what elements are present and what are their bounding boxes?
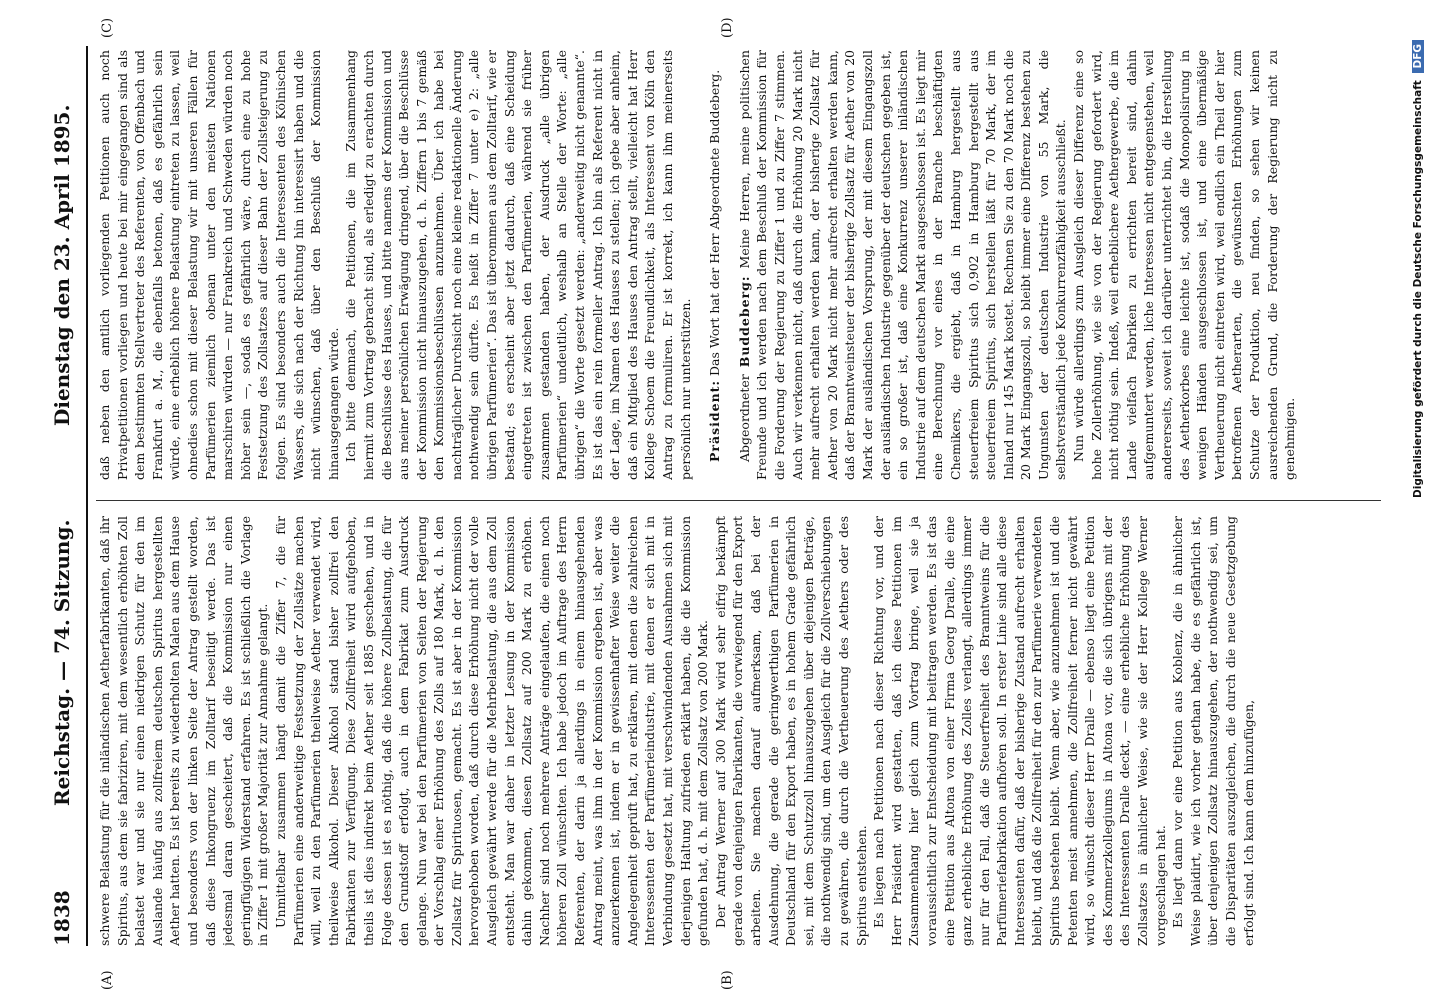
margin-marker-b: (B)	[720, 970, 735, 990]
president-paragraph	[706, 50, 724, 480]
margin-marker-a: (A)	[100, 970, 115, 990]
digitization-footer	[1412, 40, 1430, 960]
right-paragraph-1: daß neben den amtlich vorliegenden Petitionen auch noch Privatpetitionen vorliegen und heute bei mir eingegangen sind als dem bestimmten Stellvertreter des Referenten, von Offenbach und Frankfurt a. M., die ebenfalls betonen, daß es gefährlich sein würde, eine erheblich höhere Belastung eintreten zu lassen, weil ohnedies schon mit dieser Belastung wir mit unseren Fällen für Parfümerien ziemlich obenan unter den meisten Nationen marschiren würden — nur Frankreich und Schweden würden noch höher sein —, sodaß es gefährlich wäre, durch eine zu hohe Festsetzung des Zollsatzes auf dieser Bahn der Zollsteigerung zu folgen. Es sind besonders auch die Interessenten des Kölnischen Wassers, die sich nach der Richtung hin interessirt haben und die nicht wünschen, daß über den Beschluß der Kommission hinausgegangen würde.	[97, 50, 341, 480]
session-date: Dienstag den 23. April 1895.	[50, 104, 74, 426]
president-text: Das Wort hat der Herr Abgeordnete Buddeberg.	[707, 69, 723, 376]
session-title: Reichstag. — 74. Sitzung.	[50, 519, 74, 806]
speaker-intro: Abgeordneter	[736, 374, 752, 462]
left-paragraph-4: Es liegen nach Petitionen nach dieser Richtung vor, und der Herr Präsident wird gestatten, daß ich diese Petitionen im Zusammenhang hier gleich zum Vortrag bringe, weil sie ja voraussichtlich zur Entscheidung mit beitragen werden. Es ist das eine Petition aus Altona von einer Firma Georg Dralle, die eine ganz erhebliche Erhöhung des Zolles verlangt, allerdings immer nur für den Fall, daß die Steuerfreiheit des Branntweins für die Parfümeriefabrikation aufhören soll. In erster Linie sind alle diese Interessenten dafür, daß der bisherige Zustand aufrecht erhalten bleibt, und daß die Zollfreiheit für den zur Parfümerie verwendeten Spiritus bestehen bleibt. Wenn aber, wie anzunehmen ist und die Petenten meist annehmen, die Zollfreiheit ferner nicht gewährt wird, so wünscht dieser Herr Dralle — ebenso liegt eine Petition des Kommerzkollegiums in Altona vor, die sich übrigens mit der des Interessenten Dralle deckt, — eine erhebliche Erhöhung des Zollsatzes in ähnlicher Weise, wie sie der Herr Kollege Werner vorgeschlagen hat.	[871, 516, 1168, 946]
president-speaker: Präsident:	[707, 379, 723, 462]
page-header	[50, 46, 84, 946]
buddeberg-text: Meine Herren, meine politischen Freunde und ich werden nach dem Beschluß der Kommission für die Forderung der Regierung zu Ziffer 1 und zu Ziffer 7 stimmen. Auch wir verkennen nicht, daß durch die Erhöhung 20 Mark nicht mehr aufrecht erhalten werden kann, der bisherige Zollsatz für Aether von 20 Mark nicht mehr aufrecht erhalten werden kann, daß der Branntweinsteuer der bisherige Zollsatz für Aether von 20 Mark der ausländischen Vorsprung, der mit diesem Eingangszoll der ausländischen Industrie gegenüber der deutschen gegeben ist, ein so großer ist, daß eine Konkurrenz unserer inländischen Industrie auf dem deutschen Markt ausgeschlossen ist. Es liegt mir eine Berechnung vor eines in der Branche beschäftigten Chemikers, die ergiebt, daß in Hamburg hergestellt aus steuerfreiem Spiritus sich 0,902 in Hamburg hergestellt aus steuerfreiem Spiritus, sich herstellen läßt für 70 Mark, der im Inland nur 145 Mark kostet. Rechnen Sie zu den 70 Mark noch die 20 Mark Eingangszoll, so bleibt immer eine Differenz bestehen zu Ungunsten der deutschen Industrie von 55 Mark, die selbstverständlich jede Konkurrenzfähigkeit ausschließt.	[736, 50, 1069, 480]
footer-text: Digitalisierung gefördert durch die Deutsche Forschungsgemeinschaft	[1412, 80, 1424, 498]
left-paragraph-5: Es liegt dann vor eine Petition aus Koblenz, die in ähnlicher Weise plaidirt, wie ich vorher gethan habe, die es gefährlich ist, über denjenigen Zollsatz hinauszugehen, der nothwendig sei, um die Disparitäten auszugleichen, die durch die neue Gesetzgebung erfolgt sind. Ich kann dem hinzufügen,	[1170, 516, 1256, 946]
buddeberg-paragraph	[736, 50, 1070, 480]
header-rule	[86, 46, 88, 946]
dfg-logo: DFG	[1412, 40, 1424, 73]
left-paragraph-3: Der Antrag Werner auf 300 Mark wird sehr eifrig bekämpft gerade von denjenigen Fabrikanten, die vorwiegend für den Export arbeiten. Sie machen darauf aufmerksam, daß bei der Ausdehnung, die gerade die geringwerthigen Parfümerien in Deutschland für den Export haben, es in hohem Grade gefährlich sei, mit dem Schutzzoll hinauszugehen über diejenigen Beträge, die nothwendig sind, um den Ausgleich für die Zollverschiebungen zu gewähren, die durch die Vertheuerung des Aethers oder des Spiritus entstehen.	[712, 516, 869, 946]
left-column	[96, 516, 1386, 946]
left-paragraph-2: Unmittelbar zusammen hängt damit die Ziffer 7, die für Parfümerien eine anderweitige Festsetzung der Zollsätze machen will, weil zu den Parfümerien theilweise Aether verwendet wird, theilweise Alkohol. Dieser Alkohol stand bisher zollfrei den Fabrikanten zur Verfügung. Diese Zollfreiheit wird aufgehoben, theils ist dies indirekt beim Aether seit 1885 geschehen, und in Folge dessen ist es nöthig, daß die höhere Zollbelastung, die für den Grundstoff erfolgt, auch in dem Fabrikat zum Ausdruck gelange. Nun war bei den Parfümerien von Seiten der Regierung der Vorschlag einer Erhöhung des Zolls auf 180 Mark, d. h. den Zollsatz für Spirituosen, gemacht. Es ist aber in der Kommission hervorgehoben worden, daß durch diese Erhöhung nicht der volle Ausgleich gewährt werde für die Mehrbelastung, die aus dem Zoll entsteht. Man war daher in letzter Lesung in der Kommission dahin gekommen, diesen Zollsatz auf 200 Mark zu erhöhen. Nachher sind noch mehrere Anträge eingelaufen, die einen noch höheren Zoll wünschten. Ich habe jedoch im Auftrage des Herrn Referenten, der darin ja allerdings in einem hinausgehenden Antrag meint, was ihm in der Kommission ergeben ist, aber was anzuerkennen ist, indem er in gewissenhafter Weise weiter die Angelegenheit geprüft hat, zu erklären, mit denen die zahlreichen Interessenten der Parfümerieindustrie, mit denen er sich mit in Verbindung gesetzt hat, mit verschwindenden Ausnahmen sich mit derjenigen Haltung zufrieden erklärt haben, die die Kommission gefunden hat, d. h. mit dem Zollsatz von 200 Mark.	[272, 516, 711, 946]
paragraph-gap	[694, 50, 706, 480]
paragraph-gap	[724, 50, 736, 480]
margin-marker-d: (D)	[720, 17, 735, 38]
left-paragraph-1: schwere Belastung für die inländischen Aetherfabrikanten, daß ihr Spiritus, aus dem sie fabriziren, mit dem wesentlich erhöhten Zoll belastet war und sie nur einen niedrigen Schutz für den im Auslande häufig aus zollfreiem deutschen Spiritus hergestellten Aether hatten. Es ist bereits zu wiederholten Malen aus dem Hause und besonders von der linken Seite der Antrag gestellt worden, daß diese Inkongruenz im Zolltarif beseitigt werde. Das ist jedesmal daran gescheitert, daß die Kommission nur einen geringfügigen Widerstand erfahren. Es ist schließlich die Vorlage in Ziffer 1 mit großer Majorität zur Annahme gelangt.	[97, 516, 271, 946]
right-paragraph-2: Ich bitte demnach, die Petitionen, die im Zusammenhang hiermit zum Vortrag gebracht sind, als erledigt zu erachten durch die Beschlüsse des Hauses, und bitte namens der Kommission und aus meiner persönlichen Erwägung dringend, über die Beschlüsse der Kommission nicht hinauszugehen, d. h. Ziffern 1 bis 7 gemäß den Kommissionsbeschlüssen anzunehmen. Über ich habe bei nachträglicher Durchsicht noch eine kleine redaktionelle Änderung nothwendig sein dürfte. Es heißt in Ziffer 7 unter e) 2: „alle übrigen Parfümerien“. Das ist überommen aus dem Zolltarif, wie er bestand; es erscheint aber jetzt dadurch, daß eine Scheidung eingetreten ist zwischen den Parfümerien, während sie früher zusammen gestanden haben, der Ausdruck „alle übrigen Parfümerien“ undeutlich, weshalb an Stelle der Worte: „alle übrigen“ die Worte gesetzt werden: „anderweitig nicht genannte“. Es ist das ein rein formeller Antrag. Ich bin als Referent nicht in der Lage, im Namen des Hauses zu stellen; ich gebe aber anheim, daß ein Mitglied des Hauses den Antrag stellt, vielleicht hat Herr Kollege Schoem die Freundlichkeit, als Interessent von Köln den Antrag zu formuliren. Er ist korrekt, ich kann ihm meinerseits persönlich nur unterstützen.	[343, 50, 693, 480]
page-number: 1838	[50, 890, 74, 946]
column-divider	[96, 500, 1381, 501]
margin-marker-c: (C)	[100, 17, 115, 38]
right-paragraph-5: Nun würde allerdings zum Ausgleich dieser Differenz eine so hohe Zollerhöhung, wie sie von der Regierung gefordert wird, nicht nöthig sein. Indeß, weil erheblichere Aethergewerbe, die im Lande vielfach Fabriken zu errichten bereit sind, dahin aufgemuntert werden, liche Interessen nicht entgegenstehen, weil andererseits, soweit ich darüber unterrichtet bin, die Herstellung des Aetherkorbes eine leichte ist, sodaß die Monopolisirung in wenigen Händen ausgeschlossen ist, und eine übermäßige Vertheuerung nicht eintreten wird, weil endlich ein Theil der hier betroffenen Aetherarten, die gewünschten Erhöhungen zum Schutze der Produktion, neu finden, so sehen wir keinen ausreichenden Grund, die Forderung der Regierung nicht zu genehmigen.	[1071, 50, 1298, 480]
buddeberg-speaker: Buddeberg:	[736, 275, 752, 368]
right-column	[96, 50, 1386, 480]
